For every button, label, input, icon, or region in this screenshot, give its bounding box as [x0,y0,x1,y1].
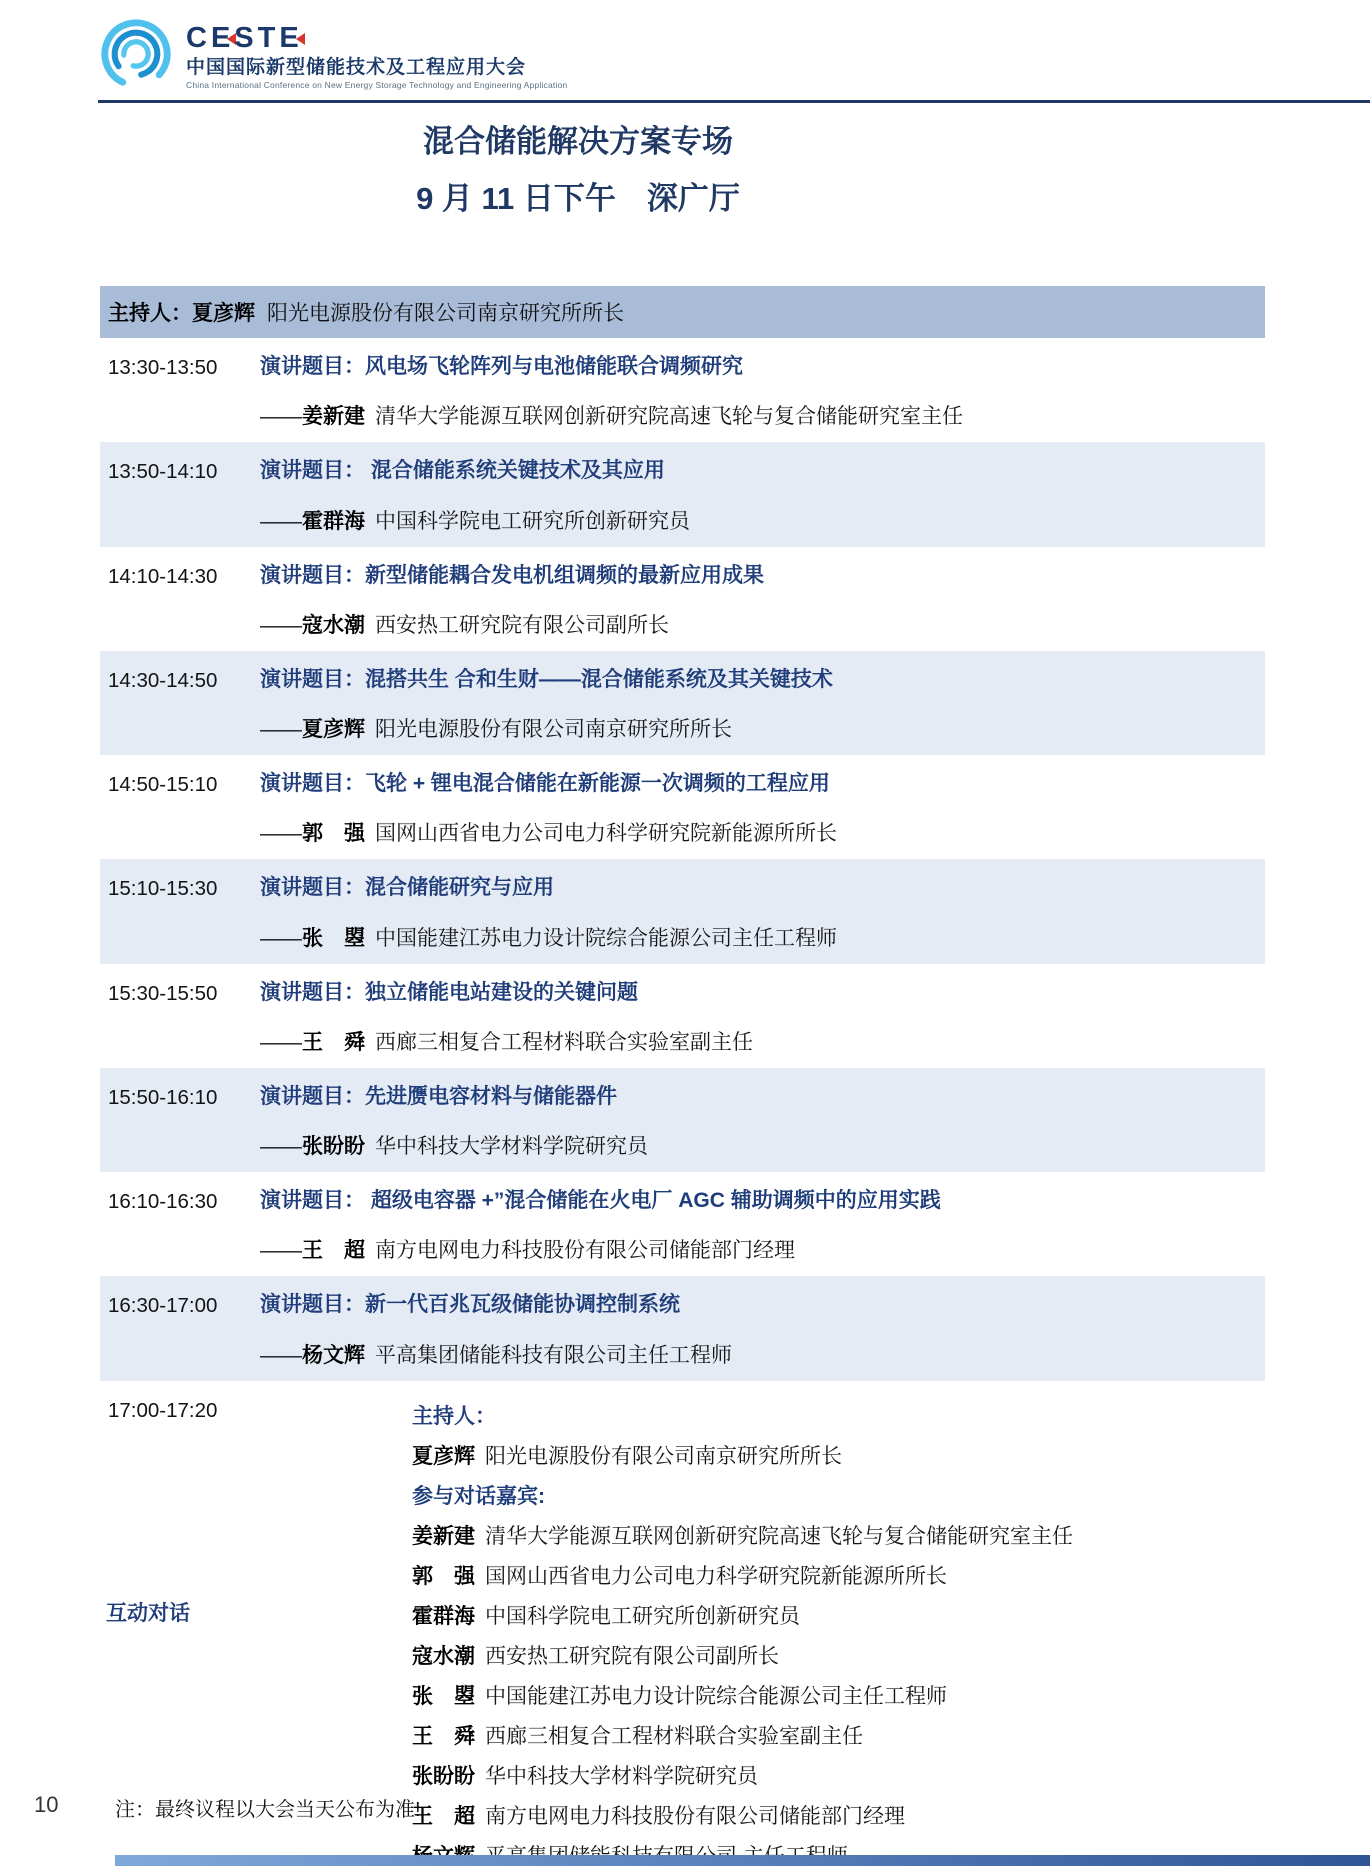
session-row [100,442,1265,546]
talk-title: 演讲题目：独立储能电站建设的关键问题 [260,980,638,1004]
session-content [260,1276,1265,1380]
guest-name: 张 曌 [412,1684,475,1708]
session-title: 混合储能解决方案专场 [423,124,733,159]
guest-name: 姜新建 [412,1524,475,1548]
panel-guest-line [412,1555,1265,1595]
session-time: 15:10-15:30 [108,877,218,901]
speaker-line: ——夏彦辉 阳光电源股份有限公司南京研究所所长 [260,718,732,741]
session-row [100,651,1265,755]
speaker-line: ——杨文辉 平高集团储能科技有限公司主任工程师 [260,1343,732,1367]
session-row [100,1172,1265,1276]
guest-affiliation: 清华大学能源互联网创新研究院高速飞轮与复合储能研究室主任 [485,1524,1073,1548]
session-content [260,547,1265,651]
talk-title: 演讲题目：新型储能耦合发电机组调频的最新应用成果 [260,563,764,587]
talk-title: 演讲题目： 混合储能系统关键技术及其应用 [260,459,665,483]
speaker-line: ——张 曌 中国能建江苏电力设计院综合能源公司主任工程师 [260,926,837,950]
panel-guest-line [412,1715,1265,1755]
session-content [260,442,1265,546]
guest-affiliation: 西廊三相复合工程材料联合实验室副主任 [485,1724,863,1748]
logo-text [186,21,568,90]
guest-affiliation: 南方电网电力科技股份有限公司储能部门经理 [485,1804,905,1828]
panel-guest-line [412,1755,1265,1795]
session-time: 16:10-16:30 [108,1190,218,1213]
talk-title: 演讲题目：混搭共生 合和生财——混合储能系统及其关键技术 [260,667,833,691]
talk-title: 演讲题目：风电场飞轮阵列与电池储能联合调频研究 [260,355,743,378]
logo-name-en: China International Conference on New Energy Storage Technology and Engineering Application [186,79,568,90]
session-content [260,338,1265,442]
speaker-line: ——姜新建 清华大学能源互联网创新研究院高速飞轮与复合储能研究室主任 [260,405,963,429]
session-time: 16:30-17:00 [108,1294,218,1318]
session-time: 15:30-15:50 [108,981,218,1005]
header-divider [98,100,1370,103]
panel-content [412,1381,1265,1866]
schedule-table [100,286,1265,1866]
host-label: 主持人：夏彦辉 [108,302,255,325]
panel-guest-line [412,1515,1265,1555]
panel-guest-list [412,1515,1265,1866]
panel-guest-line [412,1795,1265,1835]
session-time: 14:10-14:30 [108,564,218,588]
guest-affiliation: 西安热工研究院有限公司副所长 [485,1644,779,1668]
host-affiliation: 阳光电源股份有限公司南京研究所所长 [267,302,624,325]
panel-guest-line [412,1675,1265,1715]
panel-time: 17:00-17:20 [108,1398,218,1422]
session-time: 13:50-14:10 [108,460,218,484]
page-number: 10 [34,1792,59,1817]
speaker-line: ——王 舜 西廊三相复合工程材料联合实验室副主任 [260,1030,753,1054]
footer-note: 注：最终议程以大会当天公布为准! [115,1799,421,1821]
guest-affiliation: 国网山西省电力公司电力科学研究院新能源所所长 [485,1564,947,1588]
session-time: 15:50-16:10 [108,1085,218,1109]
panel-guest-line [412,1595,1265,1635]
session-row [100,964,1265,1068]
panel-host-heading: 主持人： [412,1404,496,1428]
speaker-line: ——霍群海 中国科学院电工研究所创新研究员 [260,509,690,533]
guest-affiliation: 中国能建江苏电力设计院综合能源公司主任工程师 [485,1684,947,1708]
talk-title: 演讲题目：先进赝电容材料与储能器件 [260,1084,617,1108]
guest-name: 霍群海 [412,1604,475,1628]
guest-affiliation: 中国科学院电工研究所创新研究员 [485,1604,800,1628]
session-row [100,755,1265,859]
session-time: 14:30-14:50 [108,668,218,692]
panel-host-name: 夏彦辉 [412,1444,475,1468]
session-time: 14:50-15:10 [108,773,218,796]
session-content [260,859,1265,963]
session-content [260,1172,1265,1276]
session-datetime-venue: 9 月 11 日下午 深广厅 [416,181,740,216]
guest-name: 张盼盼 [412,1764,475,1788]
session-rows [100,338,1265,1381]
panel-guests-heading: 参与对话嘉宾: [412,1484,545,1508]
bottom-accent-bar [115,1855,1370,1866]
session-row [100,338,1265,442]
speaker-line: ——王 超 南方电网电力科技股份有限公司储能部门经理 [260,1239,795,1263]
page-title-block [100,116,1056,218]
guest-name: 王 超 [412,1804,475,1828]
talk-title: 演讲题目：混合储能研究与应用 [260,876,554,900]
session-row [100,1276,1265,1380]
speaker-line: ——寇水潮 西安热工研究院有限公司副所长 [260,613,669,637]
logo-wordmark: CESTE [186,21,303,54]
session-time: 13:30-13:50 [108,356,218,379]
session-row [100,547,1265,651]
guest-name: 寇水潮 [412,1644,475,1668]
guest-name: 郭 强 [412,1564,475,1588]
host-row [100,286,1265,338]
session-row [100,859,1265,963]
session-row [100,1068,1265,1172]
logo-name-cn: 中国国际新型储能技术及工程应用大会 [186,56,527,78]
guest-name: 王 舜 [412,1724,475,1748]
talk-title: 演讲题目：飞轮 + 锂电混合储能在新能源一次调频的工程应用 [260,772,830,795]
speaker-line: ——郭 强 国网山西省电力公司电力科学研究院新能源所所长 [260,822,837,846]
session-content [260,964,1265,1068]
speaker-line: ——张盼盼 华中科技大学材料学院研究员 [260,1135,648,1158]
panel-host-affiliation: 阳光电源股份有限公司南京研究所所长 [485,1444,842,1468]
talk-title: 演讲题目： 超级电容器 +”混合储能在火电厂 AGC 辅助调频中的应用实践 [260,1189,941,1212]
conference-logo [98,16,567,97]
session-content [260,1068,1265,1172]
panel-host-line [412,1435,1265,1475]
panel-guest-line [412,1635,1265,1675]
logo-swirl-icon [98,16,174,97]
session-content [260,651,1265,755]
talk-title: 演讲题目：新一代百兆瓦级储能协调控制系统 [260,1293,680,1317]
panel-side-label: 互动对话 [106,1601,190,1625]
session-content [260,755,1265,859]
guest-affiliation: 华中科技大学材料学院研究员 [485,1764,758,1788]
